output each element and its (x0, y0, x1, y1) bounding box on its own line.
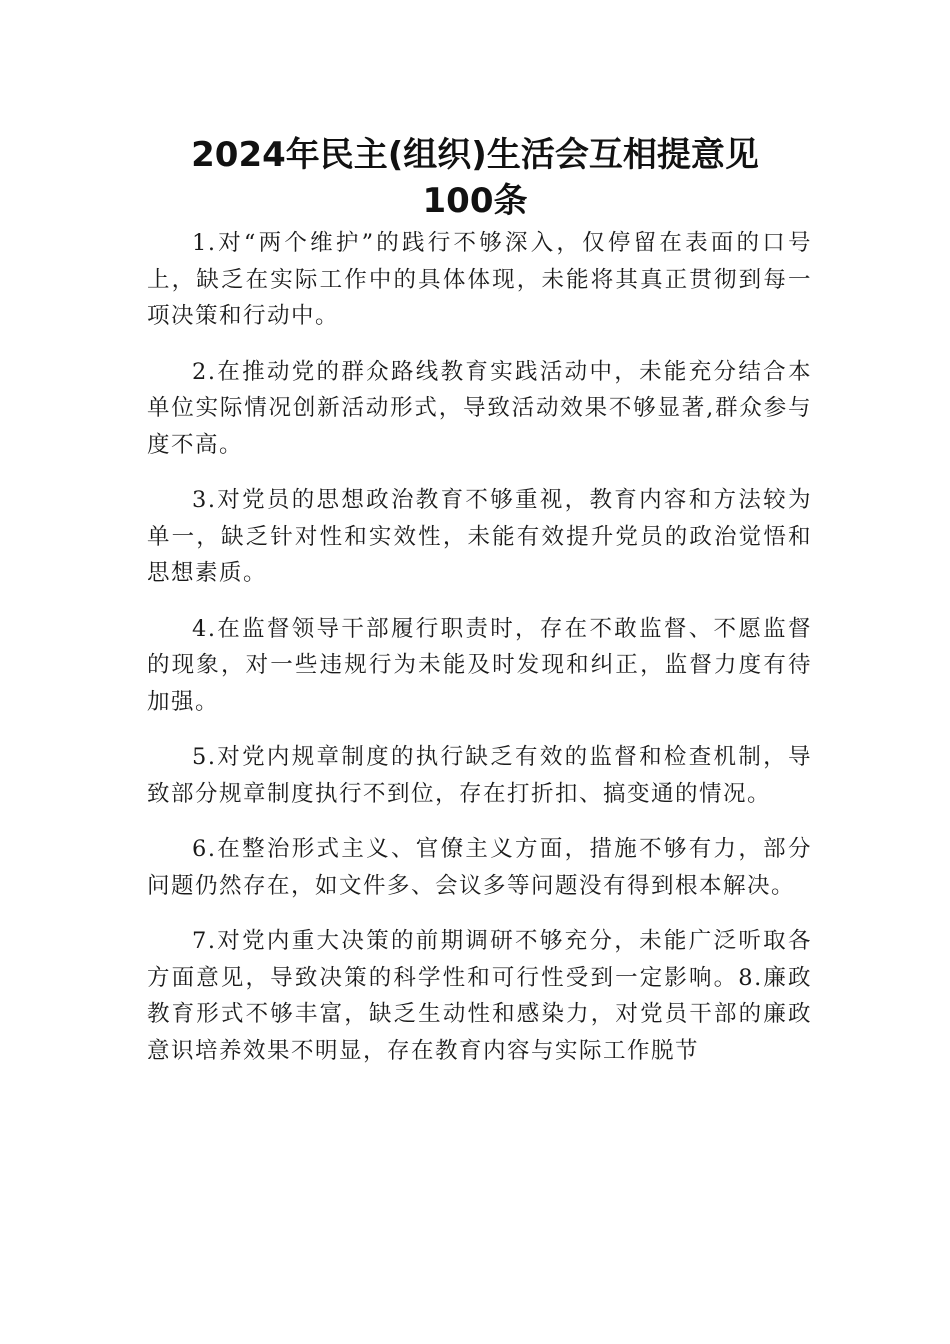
paragraph-5: 5.对党内规章制度的执行缺乏有效的监督和检查机制，导致部分规章制度执行不到位，存在打折扣、搞变通的情况。 (147, 744, 812, 807)
paragraph-4: 4.在监督领导干部履行职责时，存在不敢监督、不愿监督的现象，对一些违规行为未能及时发现和纠正，监督力度有待加强。 (147, 615, 812, 715)
paragraph-7: 7.对党内重大决策的前期调研不够充分，未能广泛听取各方面意见，导致决策的科学性和可行性受到一定影响。8.廉政教育形式不够丰富，缺乏生动性和感染力，对党员干部的廉政意识培养效果不明显，存在教育内容与实际工作脱节 (147, 928, 812, 1064)
document-title (100, 132, 850, 224)
title-line-1: 2024年民主(组织)生活会互相提意见 (191, 135, 759, 175)
title-line-2: 100条 (422, 181, 528, 221)
paragraph-2: 2.在推动党的群众路线教育实践活动中，未能充分结合本单位实际情况创新活动形式，导致活动效果不够显著,群众参与度不高。 (147, 358, 812, 458)
paragraph-6: 6.在整治形式主义、官僚主义方面，措施不够有力，部分问题仍然存在，如文件多、会议多等问题没有得到根本解决。 (147, 836, 812, 899)
paragraph-3: 3.对党员的思想政治教育不够重视，教育内容和方法较为单一，缺乏针对性和实效性，未能有效提升党员的政治觉悟和思想素质。 (147, 487, 812, 586)
paragraph-1: 1.对“两个维护”的践行不够深入，仅停留在表面的口号上，缺乏在实际工作中的具体体现，未能将其真正贯彻到每一项决策和行动中。 (147, 230, 812, 329)
document-body (147, 225, 812, 1088)
